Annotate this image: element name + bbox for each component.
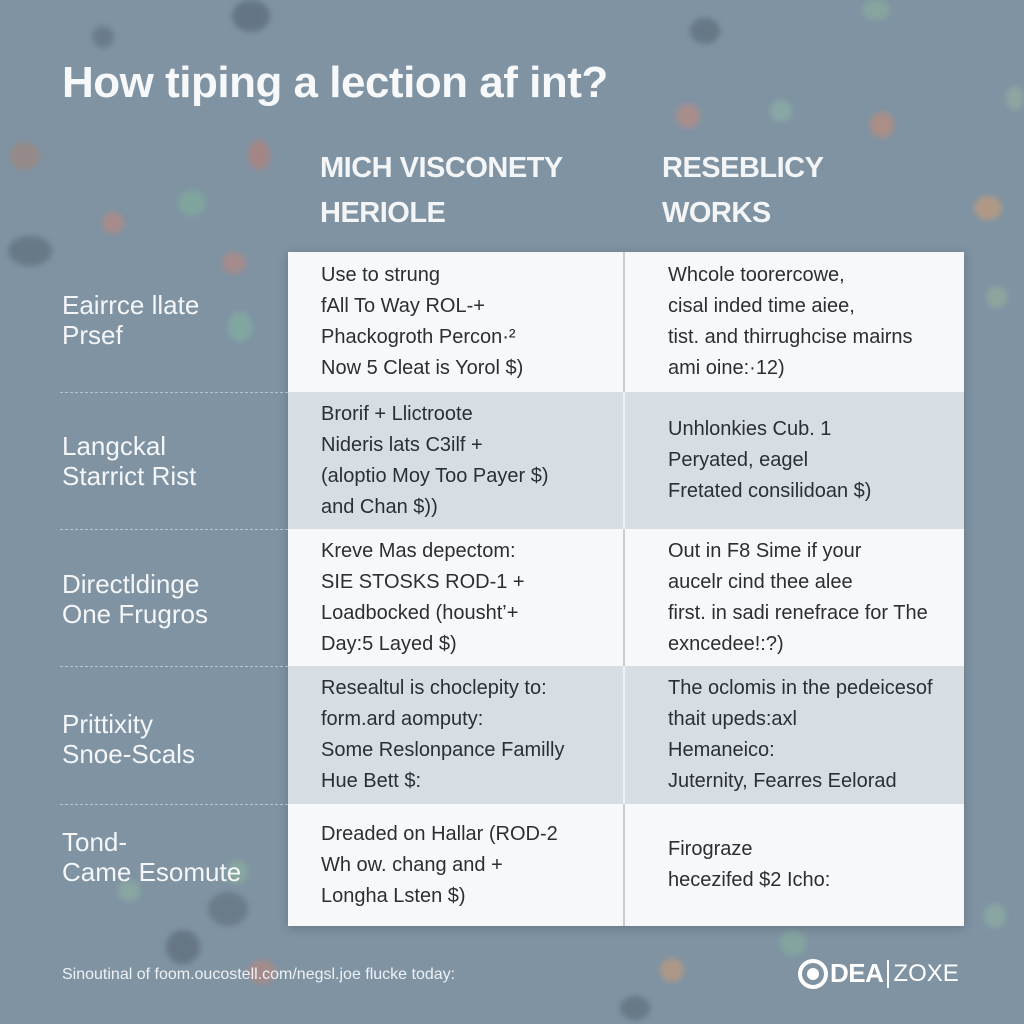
column-header-2: RESEBLICY WORKS	[662, 152, 824, 229]
logo-text-left: DEA	[830, 958, 884, 988]
row-label-5: Tond- Came Esomute	[62, 827, 242, 887]
row-divider	[60, 529, 288, 530]
table-cell: Kreve Mas depectom: SIE STOSKS ROD-1 + Loadbocked (housht’+ Day:5 Layed $)	[288, 529, 625, 666]
table-cell: Whcole toorercowe, cisal inded time aiee, tist. and thirrughcise mairns ami oine:·12)	[668, 264, 913, 379]
table-cell: Brorif + Llictroote Nideris lats C3ilf + (aloptio Moy Too Payer $) and Chan $))	[288, 392, 625, 529]
row-label-4: Prittixity Snoe-Scals	[62, 709, 195, 769]
table-row	[288, 252, 964, 392]
table-row	[288, 666, 964, 804]
row-label-3: Directldinge One Frugros	[62, 569, 208, 629]
row-divider	[60, 666, 288, 667]
footer-source-text: Sinoutinal of foom.oucostell.com/negsl.joe flucke today:	[62, 966, 456, 983]
table-cell: Firograze hecezifed $2 Icho:	[668, 838, 831, 891]
table-cell: Resealtul is choclepity to: form.ard aomputy: Some Reslonpance Familly Hue Bett $:	[288, 666, 625, 804]
table-cell: Dreaded on Hallar (ROD-2 Wh ow. chang and + Longha Lsten $)	[288, 804, 625, 926]
table-row	[288, 392, 964, 529]
table-cell: Use to strung fAll To Way ROL-+ Phackogroth Percon·² Now 5 Cleat is Yorol $)	[288, 252, 625, 392]
logo-circle-icon	[798, 959, 828, 989]
brand-logo	[798, 958, 959, 989]
row-label-1: Eairrce llate Prsef	[62, 290, 200, 350]
logo-text-right: ZOXE	[887, 960, 958, 988]
table-row	[288, 804, 964, 926]
page-title: How tiping a lection af int?	[62, 58, 608, 107]
table-cell: Unhlonkies Cub. 1 Peryated, eagel Fretated consilidoan $)	[668, 418, 872, 502]
row-label-2: Langckal Starrict Rist	[62, 431, 197, 491]
table-cell: Out in F8 Sime if your aucelr cind thee alee first. in sadi renefrace for The exncedee!:?)	[668, 539, 928, 655]
comparison-table	[288, 252, 964, 926]
table-cell: The oclomis in the pedeicesof thait upeds:axl Hemaneico: Juternity, Fearres Eelorad	[668, 677, 933, 792]
column-header-1: MICH VISCONETY HERIOLE	[320, 152, 563, 229]
row-divider	[60, 392, 288, 393]
row-divider	[60, 804, 288, 805]
table-row	[288, 529, 964, 666]
